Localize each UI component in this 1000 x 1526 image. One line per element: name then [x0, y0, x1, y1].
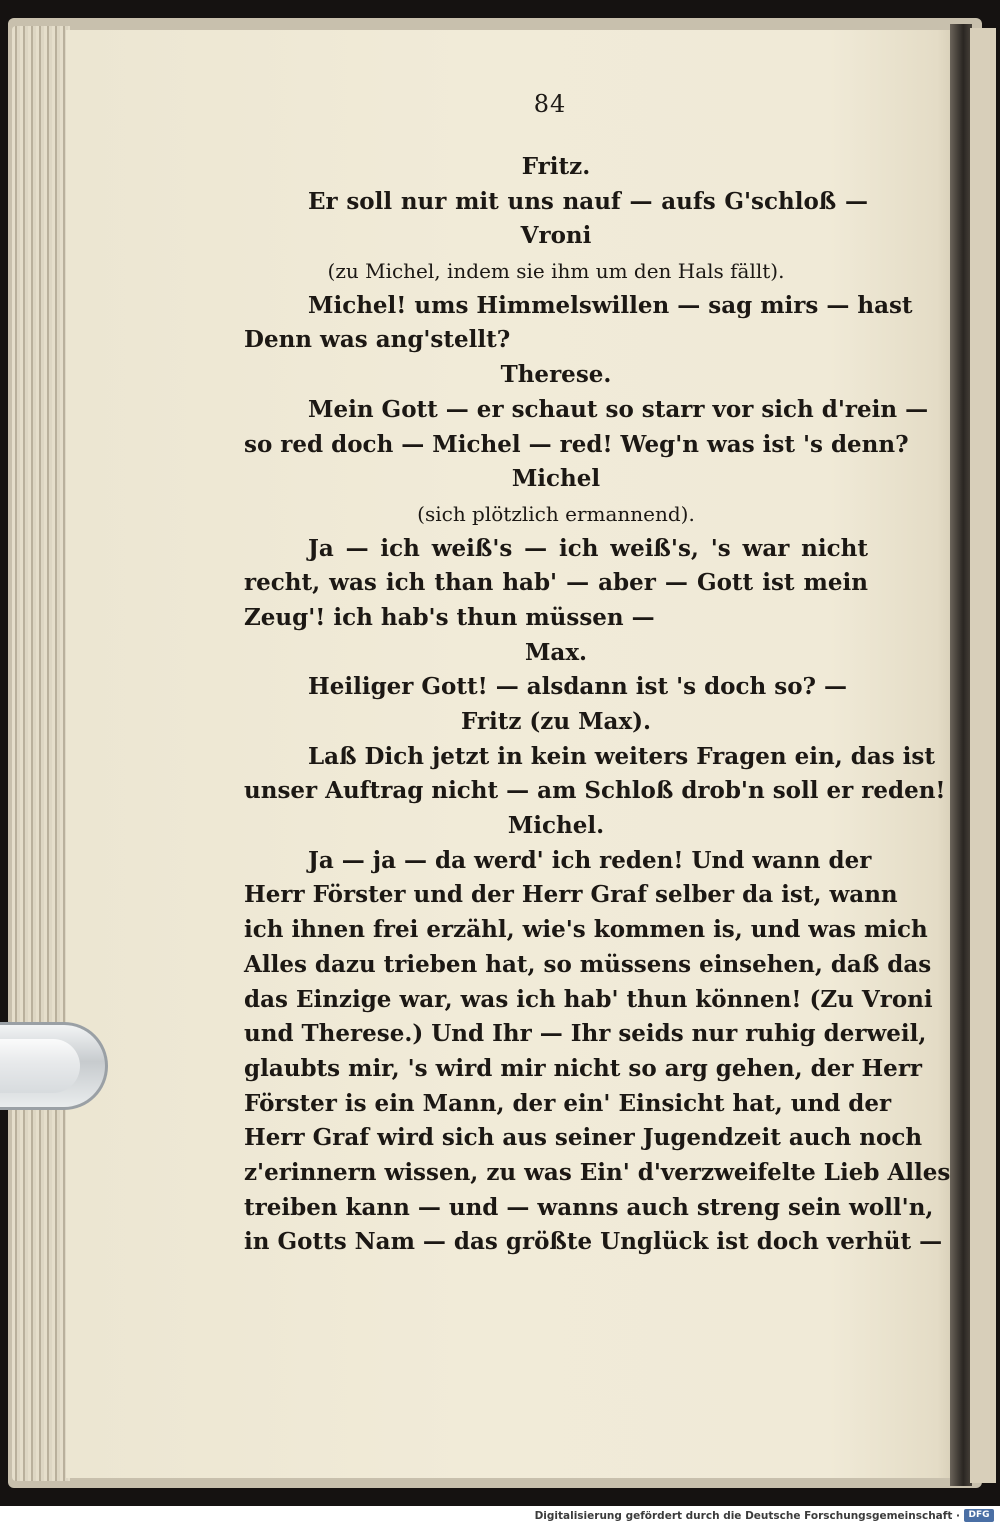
stage-direction: (sich plötzlich ermannend).	[417, 501, 695, 526]
page-clip	[0, 1022, 108, 1110]
page-clip-highlight	[0, 1039, 80, 1093]
page-edges	[12, 26, 70, 1481]
next-page-edge	[970, 28, 996, 1483]
text-line: ich ihnen frei erzähl, wie's kommen is, und was mich	[244, 916, 928, 944]
text-line: Laß Dich jetzt in kein weiters Fragen ein, das ist	[308, 742, 935, 770]
text-line: Mein Gott — er schaut so starr vor sich d'rein —	[308, 395, 929, 423]
text-line: Alles dazu trieben hat, so müssens einsehen, daß das	[244, 950, 932, 978]
text-line: Heiliger Gott! — alsdann ist 's doch so? —	[308, 673, 848, 701]
text-line: Ja — ja — da werd' ich reden! Und wann der	[308, 846, 872, 874]
dfg-logo: DFG	[964, 1509, 994, 1522]
text-line: unser Auftrag nicht — am Schloß drob'n soll er reden!	[244, 777, 946, 805]
text-line: in Gotts Nam — das größte Unglück ist doch verhüt —	[244, 1228, 943, 1256]
text-line: Förster is ein Mann, der ein' Einsicht hat, und der	[244, 1089, 892, 1117]
speaker-name: Michel.	[507, 812, 605, 840]
text-line: Michel! ums Himmelswillen — sag mirs — hast	[308, 291, 913, 319]
text-line: Herr Graf wird sich aus seiner Jugendzeit auch noch	[244, 1124, 923, 1152]
text-line: recht, was ich than hab' — aber — Gott ist mein	[244, 569, 868, 597]
text-line: das Einzige war, was ich hab' thun können! (Zu Vroni	[244, 985, 933, 1013]
text-line: Ja — ich weiß's — ich weiß's, 's war nicht	[308, 534, 868, 562]
text-line: Zeug'! ich hab's thun müssen —	[244, 603, 655, 631]
text-line: Denn was ang'stellt?	[244, 326, 511, 354]
page-text	[244, 150, 951, 1260]
text-line: so red doch — Michel — red! Weg'n was ist 's denn?	[244, 430, 909, 458]
text-line: Herr Förster und der Herr Graf selber da ist, wann	[244, 881, 898, 909]
text-line: glaubts mir, 's wird mir nicht so arg gehen, der Herr	[244, 1054, 923, 1082]
page-number: 84	[533, 90, 567, 118]
speaker-name: Fritz (zu Max).	[460, 708, 652, 735]
stage-direction: (zu Michel, indem sie ihm um den Hals fällt).	[327, 259, 785, 284]
book-gutter	[950, 24, 972, 1486]
speaker-name: Michel	[511, 465, 601, 493]
text-line: und Therese.) Und Ihr — Ihr seids nur ruhig derweil,	[244, 1020, 927, 1048]
speaker-name: Vroni	[520, 222, 592, 250]
speaker-name: Therese.	[500, 361, 612, 389]
speaker-name: Fritz.	[521, 153, 591, 180]
text-line: treiben kann — und — wanns auch streng sein woll'n,	[244, 1193, 934, 1221]
footer-credit: Digitalisierung gefördert durch die Deutsche Forschungsgemeinschaft ·	[534, 1510, 960, 1522]
speaker-name: Max.	[524, 638, 588, 666]
text-line: Er soll nur mit uns nauf — aufs G'schloß —	[308, 187, 868, 215]
text-line: z'erinnern wissen, zu was Ein' d'verzweifelte Lieb Alles	[244, 1158, 951, 1186]
